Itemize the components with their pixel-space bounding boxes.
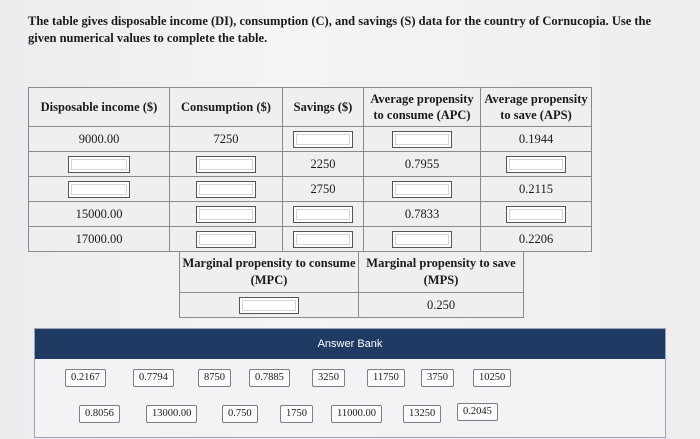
cell-consumption [170,227,283,252]
cell-aps [481,202,592,227]
cell-di: 15000.00 [29,202,170,227]
aps-drop-box[interactable] [506,156,566,173]
apc-drop-box[interactable] [392,181,452,198]
cell-savings: 2250 [283,152,364,177]
apc-drop-box[interactable] [392,231,452,248]
answer-chip[interactable]: 3750 [421,369,454,387]
table-row [29,127,592,152]
header-mps: Marginal propensity to save (MPS) [359,252,524,293]
header-consumption: Consumption ($) [170,88,283,127]
answer-chip[interactable]: 13250 [403,405,441,423]
answer-chip[interactable]: 1750 [280,405,313,423]
cell-consumption [170,202,283,227]
savings-drop-box[interactable] [293,206,353,223]
header-aps: Average propensity to save (APS) [481,88,592,127]
table-header-row [180,252,524,293]
table-row [29,177,592,202]
cell-di [29,177,170,202]
consumption-drop-box[interactable] [196,156,256,173]
header-apc: Average propensity to consume (APC) [364,88,481,127]
header-mpc: Marginal propensity to consume (MPC) [180,252,359,293]
cell-aps: 0.1944 [481,127,592,152]
answer-chip[interactable]: 0.750 [222,405,258,423]
table-header-row [29,88,592,127]
cell-savings [283,202,364,227]
table-row [29,202,592,227]
consumption-drop-box[interactable] [196,231,256,248]
cell-consumption: 7250 [170,127,283,152]
cell-savings [283,127,364,152]
cell-apc: 0.7955 [364,152,481,177]
answer-chip[interactable]: 0.2045 [457,403,498,421]
cell-mps: 0.250 [359,293,524,318]
consumption-drop-box[interactable] [196,181,256,198]
cell-consumption [170,177,283,202]
cell-apc [364,177,481,202]
savings-drop-box[interactable] [293,131,353,148]
instructions-text: The table gives disposable income (DI), consumption (C), and savings (S) data for the country of Cornucopia. Use the given numerical values to complete the table. [28,14,652,45]
savings-drop-box[interactable] [293,231,353,248]
cell-di: 17000.00 [29,227,170,252]
cell-savings: 2750 [283,177,364,202]
cell-consumption [170,152,283,177]
answer-chip[interactable]: 0.8056 [79,405,120,423]
cell-apc [364,127,481,152]
consumption-drop-box[interactable] [196,206,256,223]
answer-bank [34,328,666,438]
cell-di: 9000.00 [29,127,170,152]
cell-di [29,152,170,177]
cell-apc [364,227,481,252]
cell-mpc [180,293,359,318]
table-row [29,227,592,252]
di-drop-box[interactable] [68,156,130,173]
apc-drop-box[interactable] [392,131,452,148]
answer-chip[interactable]: 10250 [473,369,511,387]
mpc-drop-box[interactable] [239,297,299,314]
data-table [28,87,592,252]
answer-chip[interactable]: 13000.00 [146,405,197,423]
cell-aps [481,152,592,177]
marginal-propensity-table [179,251,524,318]
di-drop-box[interactable] [68,181,130,198]
answer-chip[interactable]: 3250 [312,369,345,387]
aps-drop-box[interactable] [506,206,566,223]
header-disposable-income: Disposable income ($) [29,88,170,127]
table-row [29,152,592,177]
answer-chip[interactable]: 0.2167 [65,369,106,387]
answer-bank-title: Answer Bank [35,329,665,359]
answer-chip[interactable]: 11750 [367,369,405,387]
cell-aps: 0.2206 [481,227,592,252]
cell-savings [283,227,364,252]
answer-chip[interactable]: 0.7794 [133,369,174,387]
answer-chip[interactable]: 0.7885 [249,369,290,387]
cell-apc: 0.7833 [364,202,481,227]
table-row [180,293,524,318]
answer-chip[interactable]: 8750 [198,369,231,387]
answer-chip[interactable]: 11000.00 [331,405,382,423]
header-savings: Savings ($) [283,88,364,127]
cell-aps: 0.2115 [481,177,592,202]
